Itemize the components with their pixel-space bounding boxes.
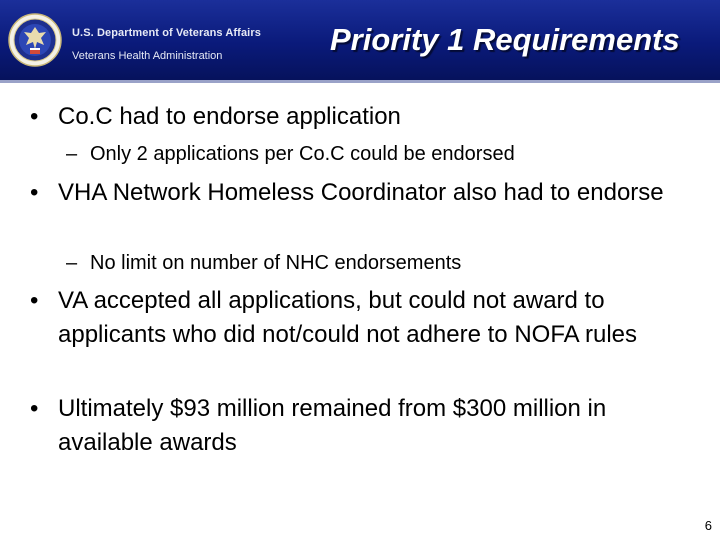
- administration-name: Veterans Health Administration: [72, 50, 223, 62]
- bullet-item: [30, 176, 690, 210]
- header-divider: [0, 80, 720, 83]
- bullet-icon: •: [30, 395, 39, 422]
- agency-name: U.S. Department of Veterans Affairs: [72, 27, 261, 39]
- bullet-icon: •: [30, 287, 39, 314]
- sub-bullet-text: No limit on number of NHC endorsements: [90, 252, 462, 274]
- va-seal-logo: [8, 13, 62, 67]
- page-number: 6: [704, 518, 712, 533]
- bullet-icon: •: [30, 103, 39, 130]
- bullet-text: VHA Network Homeless Coordinator also had to endorse: [58, 179, 664, 206]
- slide-title: Priority 1 Requirements: [330, 22, 680, 57]
- sub-bullet-text: Only 2 applications per Co.C could be endorsed: [90, 143, 515, 165]
- bullet-icon: •: [30, 179, 39, 206]
- slide-header: [0, 0, 720, 80]
- bullet-text: VA accepted all applications, but could not award to applicants who did not/could not adhere to NOFA rules: [58, 287, 638, 348]
- bullet-text: Ultimately $93 million remained from $300 million in available awards: [58, 395, 607, 456]
- sub-bullet-item: [66, 250, 696, 276]
- bullet-item: [30, 284, 690, 352]
- sub-bullet-item: [66, 141, 696, 167]
- bullet-item: [30, 392, 690, 460]
- dash-icon: –: [66, 252, 78, 274]
- bullet-text: Co.C had to endorse application: [58, 103, 401, 130]
- dash-icon: –: [66, 143, 78, 165]
- bullet-item: [30, 100, 690, 134]
